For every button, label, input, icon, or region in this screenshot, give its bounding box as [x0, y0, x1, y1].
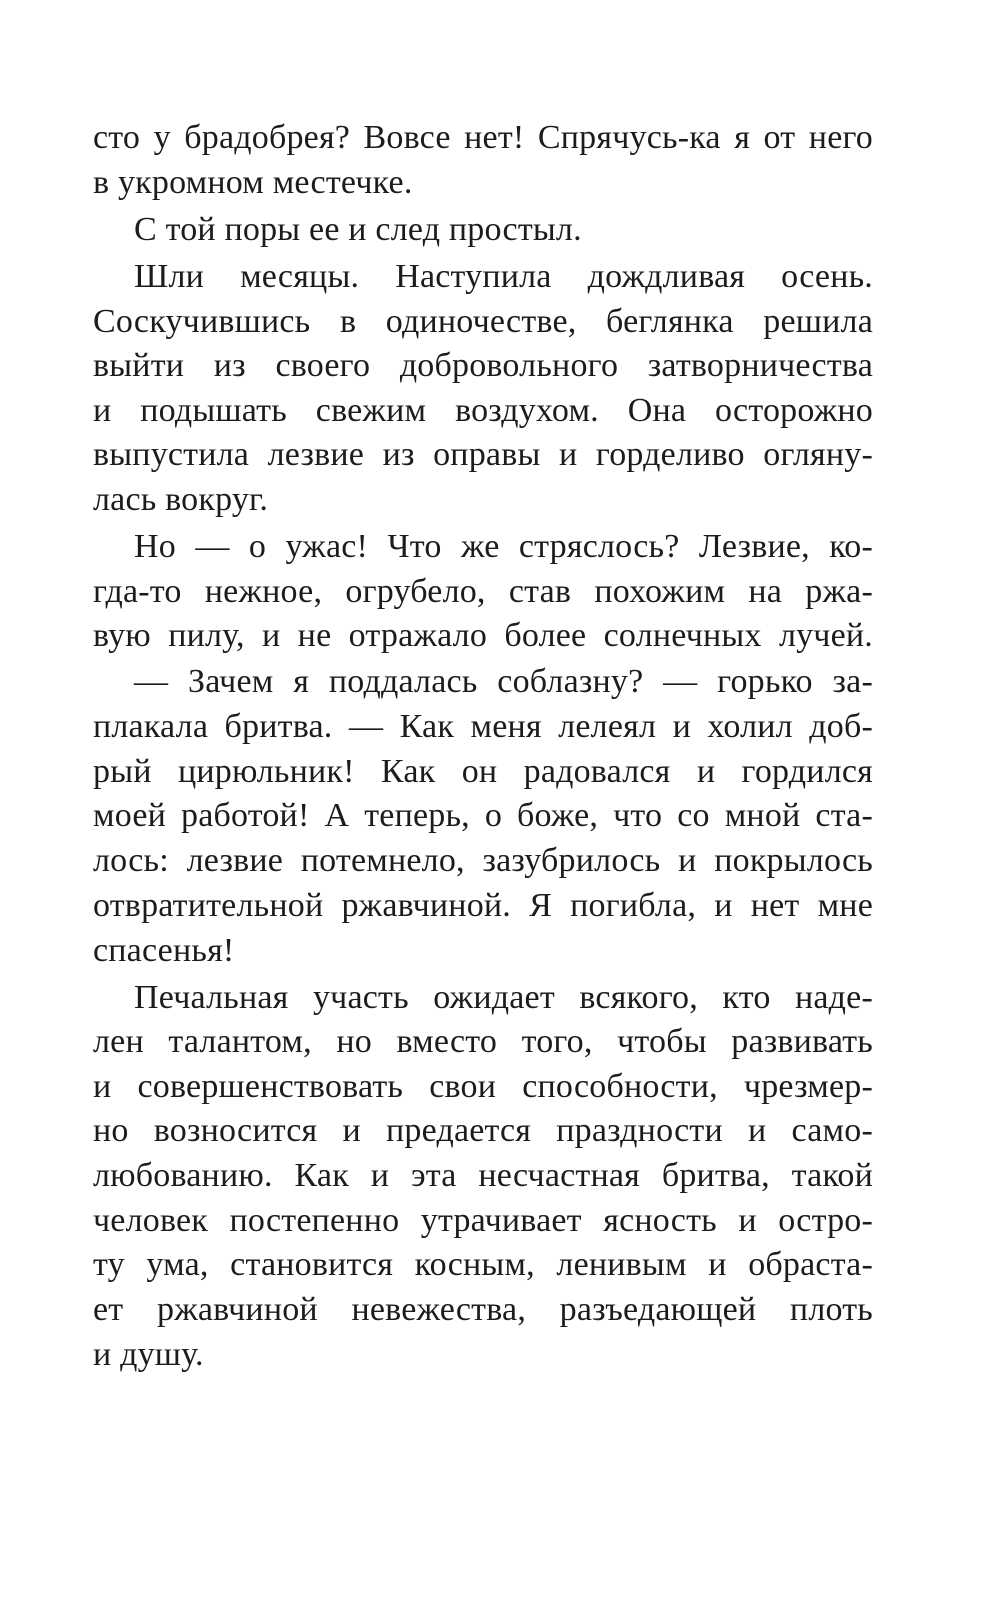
text-line: Печальная участь ожидает всякого, кто наде-	[134, 979, 873, 1016]
text-line: выйти из своего добровольного затворничества	[93, 347, 873, 384]
text-line: лось: лезвие потемнело, зазубрилось и покрылось	[93, 842, 873, 879]
text-line: лась вокруг.	[93, 481, 269, 518]
text-line: и душу.	[93, 1336, 204, 1373]
text-line: Но — о ужас! Что же стряслось? Лезвие, ко-	[134, 528, 873, 565]
text-line: Шли месяцы. Наступила дождливая осень.	[134, 258, 873, 295]
text-line: спасенья!	[93, 932, 235, 969]
text-line: ту ума, становится косным, ленивым и обраста-	[93, 1246, 873, 1283]
text-line: рый цирюльник! Как он радовался и гордился	[93, 753, 873, 790]
text-line: любованию. Как и эта несчастная бритва, такой	[93, 1157, 873, 1194]
text-line: выпустила лезвие из оправы и горделиво огляну-	[93, 436, 873, 473]
text-line: моей работой! А теперь, о боже, что со мной ста-	[93, 797, 873, 834]
text-line: С той поры ее и след простыл.	[134, 211, 582, 248]
text-line: и подышать свежим воздухом. Она осторожно	[93, 392, 873, 429]
text-line: человек постепенно утрачивает ясность и остро-	[93, 1202, 873, 1239]
text-line: плакала бритва. — Как меня лелеял и холил доб-	[93, 708, 873, 745]
text-line: гда-то нежное, огрубело, став похожим на ржа-	[93, 573, 873, 610]
text-line: ет ржавчиной невежества, разъедающей плоть	[93, 1291, 873, 1328]
text-line: но возносится и предается праздности и само-	[93, 1112, 873, 1149]
text-line: Соскучившись в одиночестве, беглянка решила	[93, 303, 873, 340]
text-line: в укромном местечке.	[93, 164, 413, 201]
text-line: отвратительной ржавчиной. Я погибла, и нет мне	[93, 887, 873, 924]
text-line: лен талантом, но вместо того, чтобы развивать	[93, 1023, 873, 1060]
text-line: — Зачем я поддалась соблазну? — горько за-	[134, 663, 873, 700]
text-line: вую пилу, и не отражало более солнечных лучей.	[93, 617, 873, 654]
text-line: и совершенствовать свои способности, чрезмер-	[93, 1068, 873, 1105]
text-line: сто у брадобрея? Вовсе нет! Спрячусь-ка я от него	[93, 119, 873, 156]
